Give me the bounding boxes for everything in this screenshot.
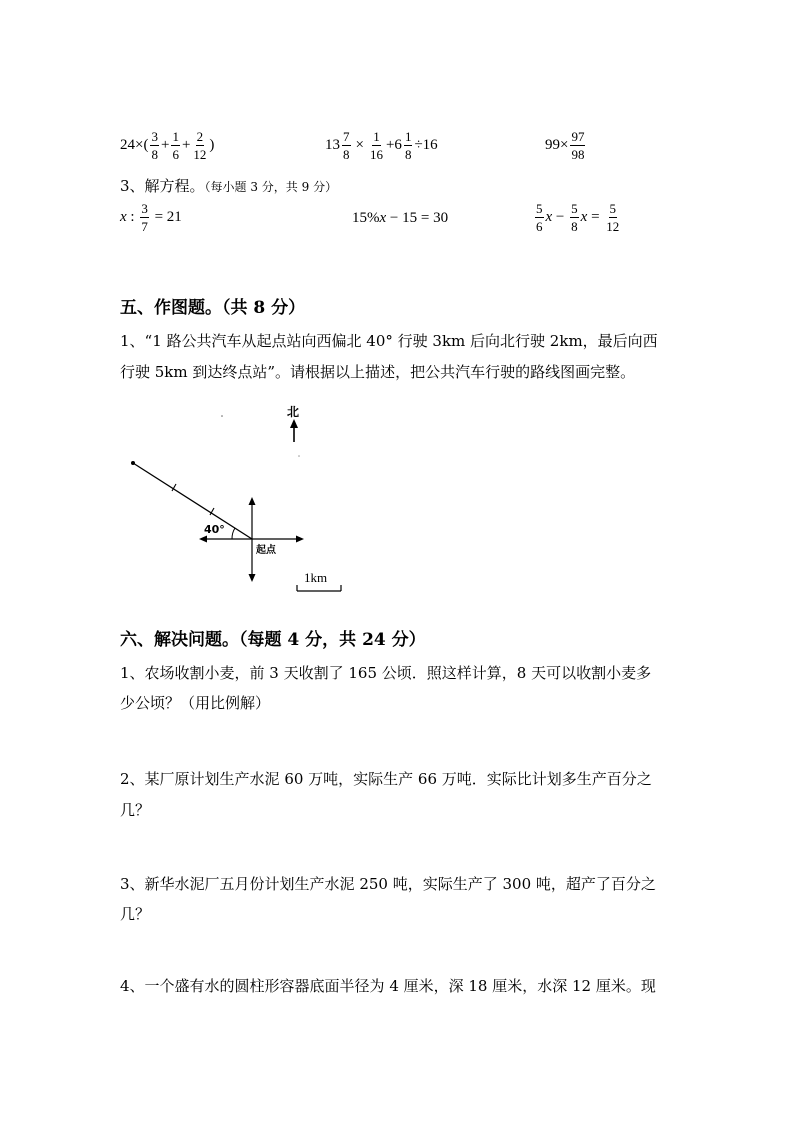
numerator: 97	[571, 129, 585, 144]
denominator: 6	[536, 219, 543, 234]
angle-label: 40°	[204, 523, 225, 536]
numerator: 7	[343, 129, 350, 144]
expr-text: 24×(	[120, 137, 149, 153]
numerator: 1	[172, 129, 179, 144]
expr-text: 99×	[545, 137, 569, 153]
denominator: 98	[571, 147, 585, 162]
denominator: 16	[369, 147, 383, 162]
variable: x	[580, 209, 588, 225]
section5-q1-line1: 1、“1 路公共汽车从起点站向西偏北 40° 行驶 3km 后向北行驶 2km，最后向西	[120, 332, 658, 350]
denominator: 8	[571, 219, 578, 234]
denominator: 8	[151, 147, 158, 162]
operator: +	[160, 137, 170, 153]
operator: −	[552, 209, 569, 225]
variable: x	[545, 209, 553, 225]
north-label: 北	[287, 405, 300, 419]
expr-text: − 15 = 30	[386, 210, 449, 226]
variable: x	[120, 209, 127, 225]
variable: x	[379, 210, 387, 226]
section6-q1-line1: 1、农场收割小麦，前 3 天收割了 165 公顷．照这样计算，8 天可以收割小麦多	[120, 664, 652, 682]
denominator: 8	[404, 147, 412, 162]
section6-q2-line1: 2、某厂原计划生产水泥 60 万吨，实际生产 66 万吨．实际比计划多生产百分之	[120, 770, 652, 788]
section5-title: 五、作图题。（共 8 分）	[120, 298, 306, 318]
scale-bar	[297, 585, 341, 591]
numerator: 1	[373, 129, 380, 144]
denominator: 8	[343, 147, 350, 162]
route-segment	[131, 461, 252, 539]
section3-note: （每小题 3 分，共 9 分）	[204, 180, 338, 194]
numerator: 5	[536, 201, 543, 216]
denominator: 7	[141, 219, 148, 234]
dot-marker	[298, 455, 300, 457]
section6-q4-line1: 4、一个盛有水的圆柱形容器底面半径为 4 厘米，深 18 厘米，水深 12 厘米。现	[120, 977, 656, 995]
expr-text: 15%	[352, 210, 380, 226]
operator: ×	[355, 137, 364, 153]
angle-arc	[232, 528, 235, 539]
north-arrow-icon	[290, 419, 298, 442]
section6-q1-line2: 少公顷？（用比例解）	[120, 694, 271, 712]
operator: +	[181, 137, 191, 153]
numerator: 5	[571, 201, 578, 216]
numerator: 2	[196, 129, 204, 144]
section3-title: 3、解方程。	[120, 177, 205, 195]
denominator: 6	[172, 147, 179, 162]
expr-text: +6	[385, 137, 402, 153]
origin-label: 起点	[256, 545, 276, 556]
dot-marker	[221, 415, 223, 417]
section6-title: 六、解决问题。（每题 4 分，共 24 分）	[120, 630, 426, 650]
section6-q3-line2: 几？	[120, 905, 151, 923]
numerator: 1	[404, 129, 412, 144]
section6-q3-line1: 3、新华水泥厂五月份计划生产水泥 250 吨，实际生产了 300 吨，超产了百分之	[120, 875, 656, 893]
scale-label: 1km	[304, 570, 328, 585]
expr-text: ÷16	[414, 137, 438, 153]
expr-text: 13	[325, 137, 340, 153]
expr-text: )	[209, 137, 215, 153]
numerator: 3	[151, 129, 158, 144]
operator: :	[126, 209, 139, 225]
numerator: 3	[141, 201, 148, 216]
section5-q1-line2: 行驶 5km 到达终点站”。请根据以上描述，把公共汽车行驶的路线图画完整。	[120, 363, 636, 381]
section6-q2-line2: 几？	[120, 801, 151, 819]
expr-text: = 21	[150, 209, 182, 225]
denominator: 12	[193, 147, 207, 162]
operator: =	[587, 209, 604, 225]
numerator: 5	[609, 201, 617, 216]
denominator: 12	[606, 219, 620, 234]
